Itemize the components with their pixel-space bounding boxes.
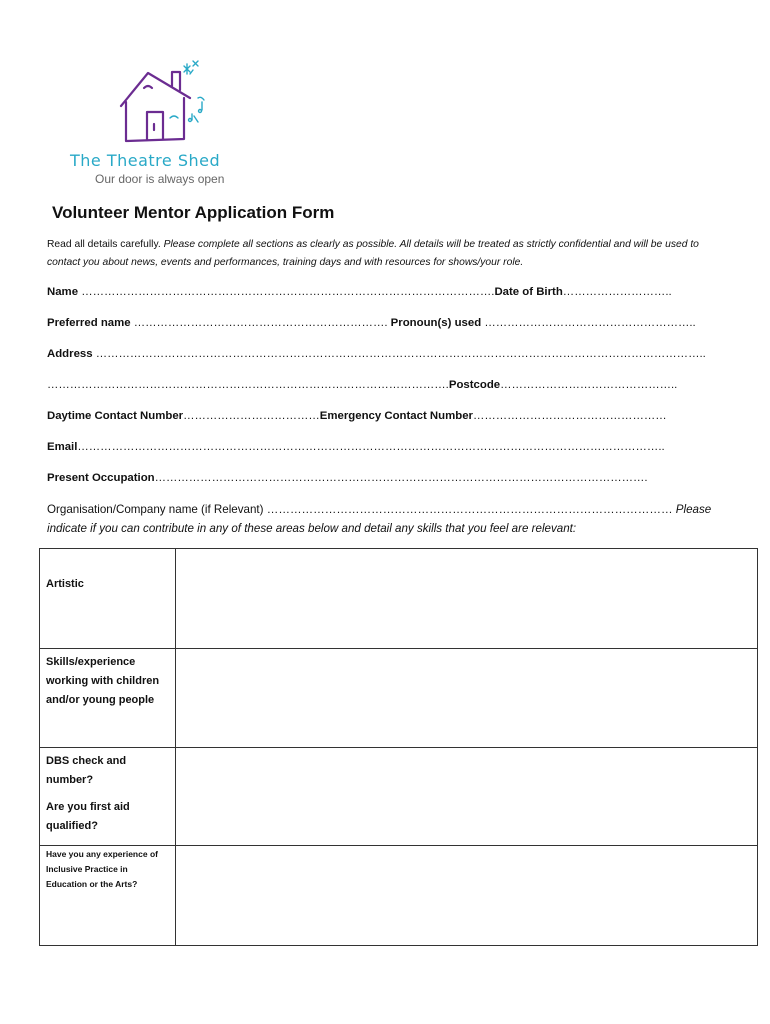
daytime-label: Daytime Contact Number [47,410,184,422]
postcode-input[interactable]: ……………………………………….. [500,379,678,391]
organisation-label: Organisation/Company name (if Relevant) [47,503,264,516]
table-row [40,549,758,649]
form-title: Volunteer Mentor Application Form [52,203,335,222]
table-row [40,649,758,748]
music-note-icon [198,97,204,110]
address-row [47,347,706,361]
star-icon [184,64,190,74]
emergency-input[interactable]: …………………………………………… [472,410,667,422]
table-row [40,748,758,846]
table-row [40,846,758,946]
address-input[interactable]: …………………………………………………………………………………………………………………………………………….. [92,348,706,360]
house-walls [126,98,184,141]
logo-title: The Theatre Shed [70,151,221,170]
intro-plain: Read all details carefully. [47,239,164,250]
first-aid-label: Are you first aid qualified? [46,801,130,832]
logo-tagline: Our door is always open [95,172,225,186]
skills-table [39,548,758,946]
address-line2-input[interactable]: ……………………………………………………………………………………………. [47,379,449,391]
skills-label: Skills/experience working with children and/or young people [46,656,160,706]
email-row [47,440,665,454]
intro-italic: Please complete all sections as clearly as possible. All details will be treated as strictly confidential and will be used to contact you about news, events and performances, training days and with resources for shows/your role. [47,239,699,268]
preferred-name-label: Preferred name [47,317,131,329]
organisation-note: Please indicate if you can contribute in any of these areas below and detail any skills that you feel are relevant: [47,503,712,535]
organisation-row [47,500,737,538]
daytime-input[interactable]: ……………………………… [183,410,320,422]
name-row [47,285,672,299]
occupation-input[interactable]: …………………………………………………………………………………………………………………. [154,472,648,484]
form-intro [47,236,727,272]
inclusive-label-cell [40,846,176,946]
artistic-answer-cell[interactable] [176,549,758,649]
postcode-label: Postcode [448,379,501,391]
occupation-row [47,471,648,485]
occupation-label: Present Occupation [47,472,155,484]
inclusive-label: Have you any experience of Inclusive Practice in Education or the Arts? [46,849,158,889]
dbs-answer-cell[interactable] [176,748,758,846]
inclusive-answer-cell[interactable] [176,846,758,946]
dob-input[interactable]: ……………………….. [562,286,672,298]
dbs-label: DBS check and number? [46,755,127,786]
email-input[interactable]: ……………………………………………………………………………………………………………………………………….. [77,441,665,453]
artistic-label: Artistic [46,578,84,590]
name-label: Name [47,286,79,298]
dob-label: Date of Birth [494,286,563,298]
music-note-icon [192,114,198,122]
emergency-label: Emergency Contact Number [319,410,473,422]
star-icon [193,61,198,66]
contact-row [47,409,667,423]
postcode-row [47,378,677,392]
organisation-input[interactable]: …………………………………………………………………………………………… [263,503,676,516]
email-label: Email [47,441,78,453]
pronouns-label: Pronoun(s) used [390,317,482,329]
artistic-label-cell [40,549,176,649]
skills-answer-cell[interactable] [176,649,758,748]
preferred-name-row [47,316,696,330]
address-label: Address [47,348,93,360]
skills-label-cell [40,649,176,748]
name-input[interactable]: ………………………………………………………………………………………………. [78,286,495,298]
pronouns-input[interactable]: ……………………………………………….. [481,317,696,329]
dbs-label-cell [40,748,176,846]
preferred-name-input[interactable]: …………………………………………………………. [130,317,391,329]
